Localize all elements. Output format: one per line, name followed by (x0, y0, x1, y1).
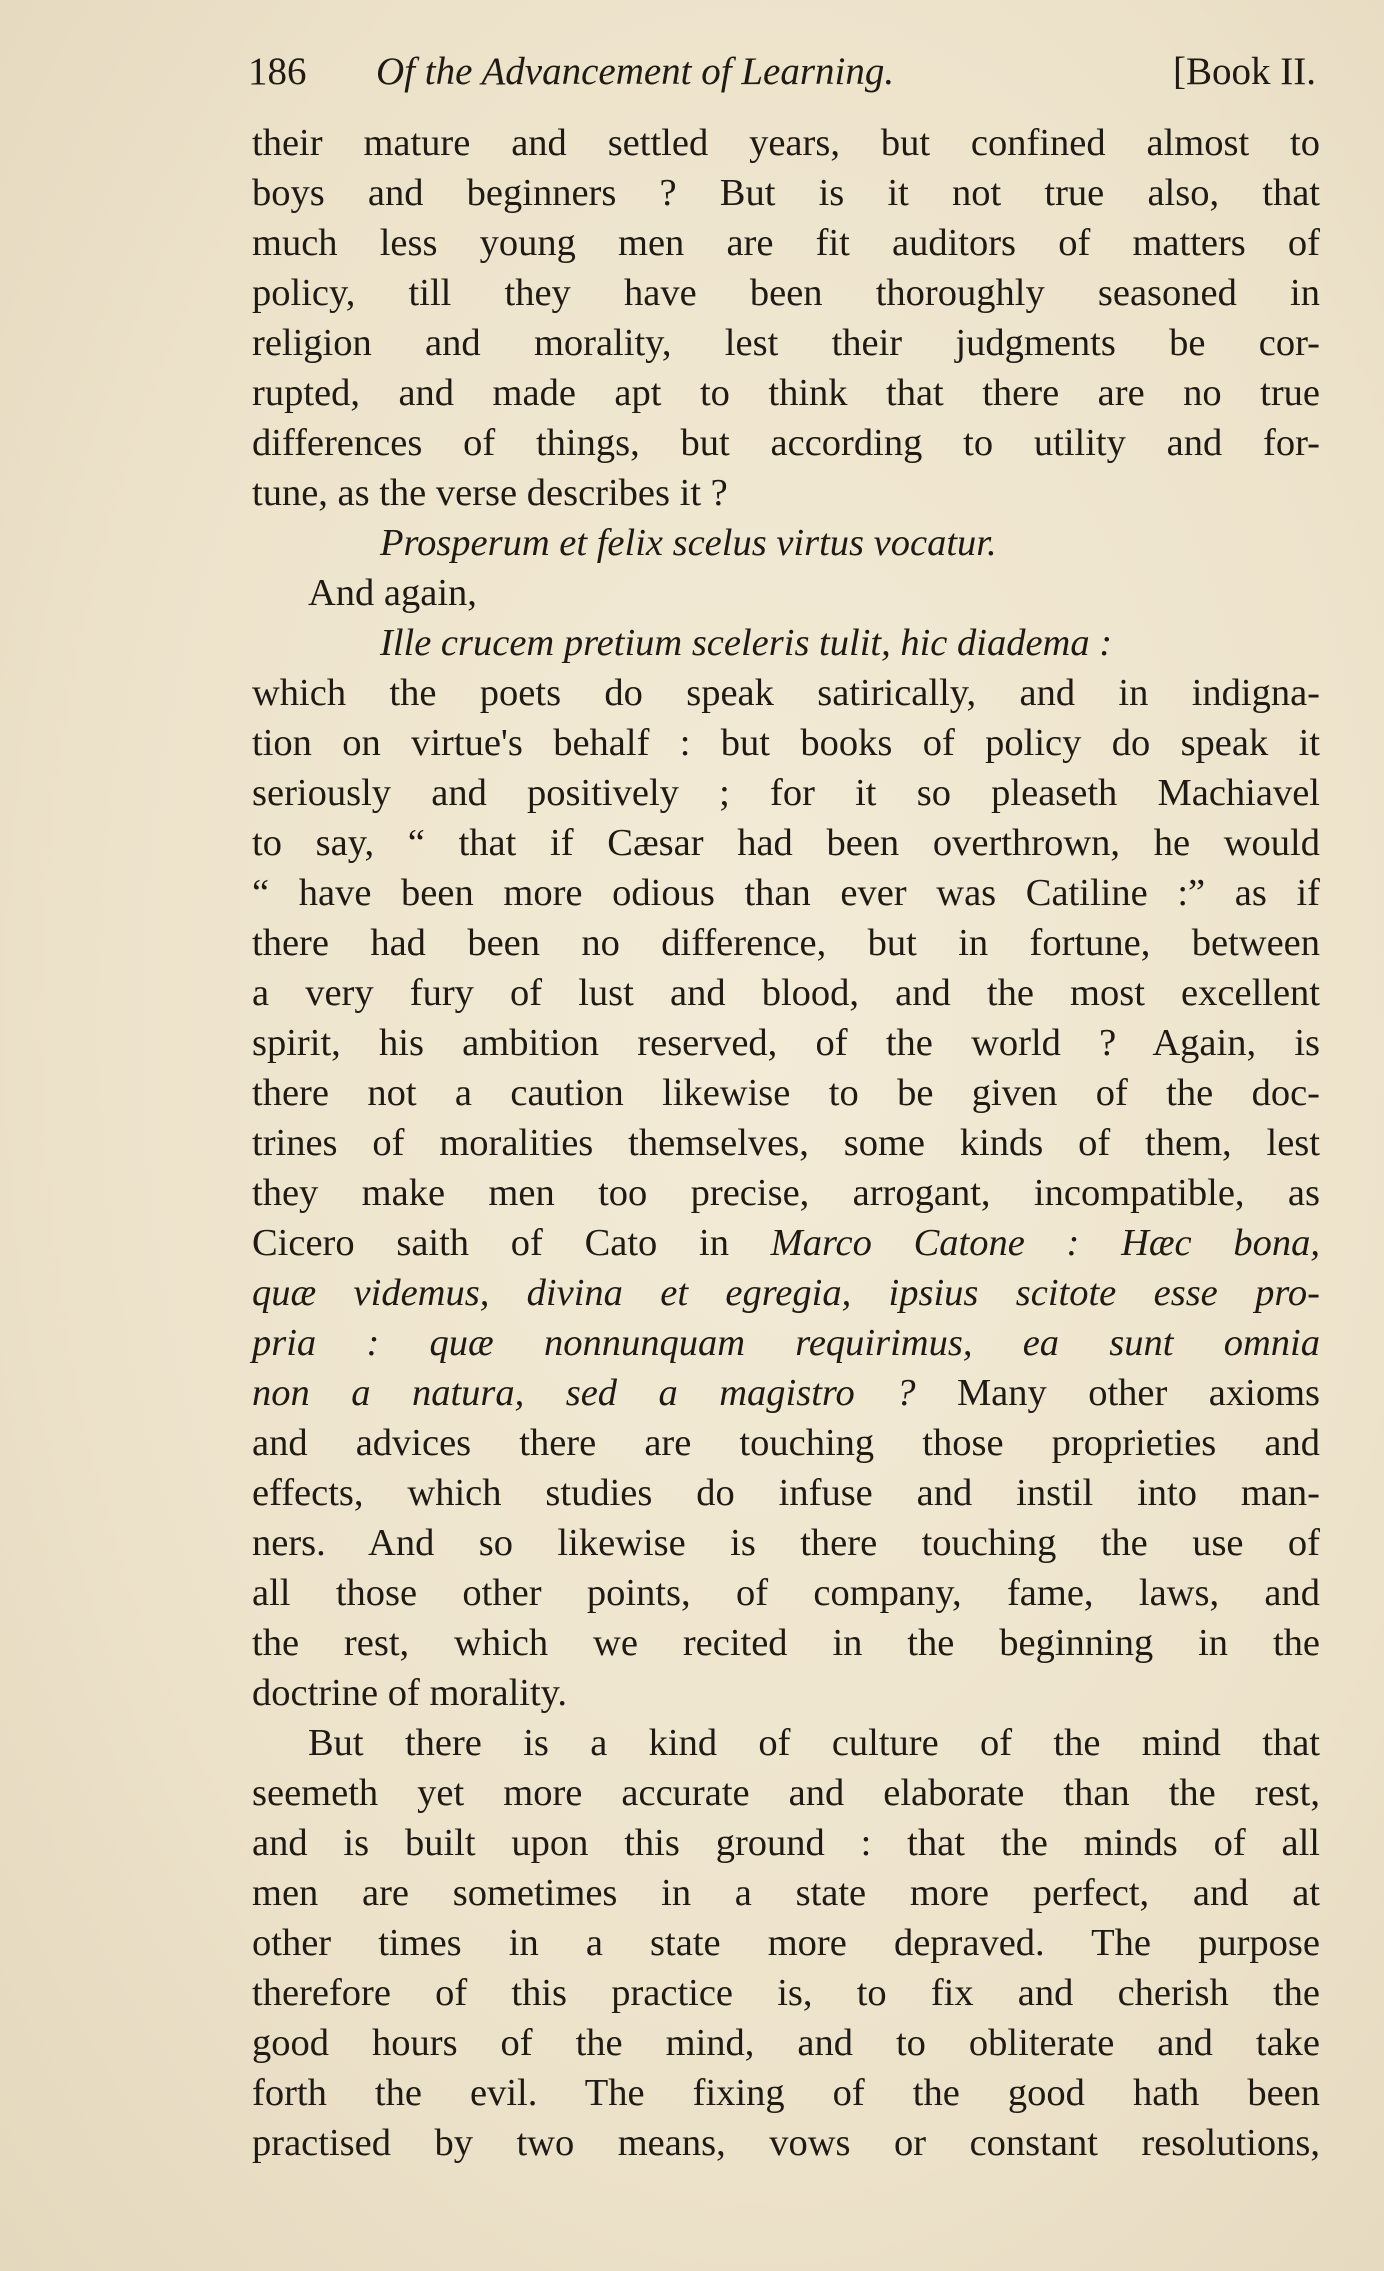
text-line: their mature and settled years, but confined almost to (252, 122, 1320, 164)
paragraph-start-line: But there is a kind of culture of the mind that (308, 1722, 1320, 1764)
text-line: seriously and positively ; for it so pleaseth Machiavel (252, 772, 1320, 814)
text-line: And again, (308, 572, 477, 614)
text-line: seemeth yet more accurate and elaborate than the rest, (252, 1772, 1320, 1814)
text-line: “ have been more odious than ever was Catiline :” as if (252, 872, 1320, 914)
text-line: a very fury of lust and blood, and the most excellent (252, 972, 1320, 1014)
text-line: forth the evil. The fixing of the good hath been (252, 2072, 1320, 2114)
latin-italic-line: quæ videmus, divina et egregia, ipsius scitote esse pro- (252, 1272, 1320, 1314)
text-roman-segment: Many other axioms (956, 1372, 1321, 1414)
latin-italic-line: pria : quæ nonnunquam requirimus, ea sunt omnia (252, 1322, 1320, 1364)
book-label: [Book II. (1173, 50, 1316, 93)
text-line: spirit, his ambition reserved, of the world ? Again, is (252, 1022, 1320, 1064)
text-line: there had been no difference, but in fortune, between (252, 922, 1320, 964)
text-line: much less young men are fit auditors of matters of (252, 222, 1320, 264)
text-line: all those other points, of company, fame, laws, and (252, 1572, 1320, 1614)
running-header (248, 44, 1316, 100)
text-line: religion and morality, lest their judgments be cor- (252, 322, 1320, 364)
text-line: rupted, and made apt to think that there are no true (252, 372, 1320, 414)
verse-quotation: Ille crucem pretium sceleris tulit, hic diadema : (380, 622, 1113, 664)
text-line: other times in a state more depraved. The purpose (252, 1922, 1320, 1964)
text-line: and advices there are touching those proprieties and (252, 1422, 1320, 1464)
text-line: differences of things, but according to utility and for- (252, 422, 1320, 464)
text-line-mixed (252, 1218, 1320, 1268)
body-text (252, 118, 1320, 2168)
text-line: therefore of this practice is, to fix and cherish the (252, 1972, 1320, 2014)
text-line-mixed (252, 1368, 1320, 1418)
text-line: they make men too precise, arrogant, incompatible, as (252, 1172, 1320, 1214)
page-number: 186 (248, 50, 307, 93)
verse-quotation: Prosperum et felix scelus virtus vocatur. (380, 522, 997, 564)
text-line: doctrine of morality. (252, 1672, 568, 1714)
latin-italic-segment: Marco Catone : Hæc bona, (770, 1222, 1320, 1264)
text-line: effects, which studies do infuse and instil into man- (252, 1472, 1320, 1514)
running-title: Of the Advancement of Learning. (376, 50, 895, 93)
text-line: men are sometimes in a state more perfect, and at (252, 1872, 1320, 1914)
text-line: and is built upon this ground : that the minds of all (252, 1822, 1320, 1864)
text-line: good hours of the mind, and to obliterate and take (252, 2022, 1320, 2064)
text-line: practised by two means, vows or constant resolutions, (252, 2122, 1320, 2164)
latin-italic-segment: non a natura, sed a magistro ? (252, 1372, 916, 1414)
text-line: boys and beginners ? But is it not true also, that (252, 172, 1320, 214)
text-line: policy, till they have been thoroughly seasoned in (252, 272, 1320, 314)
text-line: ners. And so likewise is there touching the use of (252, 1522, 1320, 1564)
text-line: tion on virtue's behalf : but books of policy do speak it (252, 722, 1320, 764)
text-line: tune, as the verse describes it ? (252, 472, 728, 514)
text-line: there not a caution likewise to be given of the doc- (252, 1072, 1320, 1114)
text-line: trines of moralities themselves, some kinds of them, lest (252, 1122, 1320, 1164)
text-line: to say, “ that if Cæsar had been overthrown, he would (252, 822, 1320, 864)
text-line: the rest, which we recited in the beginning in the (252, 1622, 1320, 1664)
text-line: which the poets do speak satirically, and in indigna- (252, 672, 1320, 714)
text-roman-segment: Cicero saith of Cato in (252, 1222, 729, 1264)
